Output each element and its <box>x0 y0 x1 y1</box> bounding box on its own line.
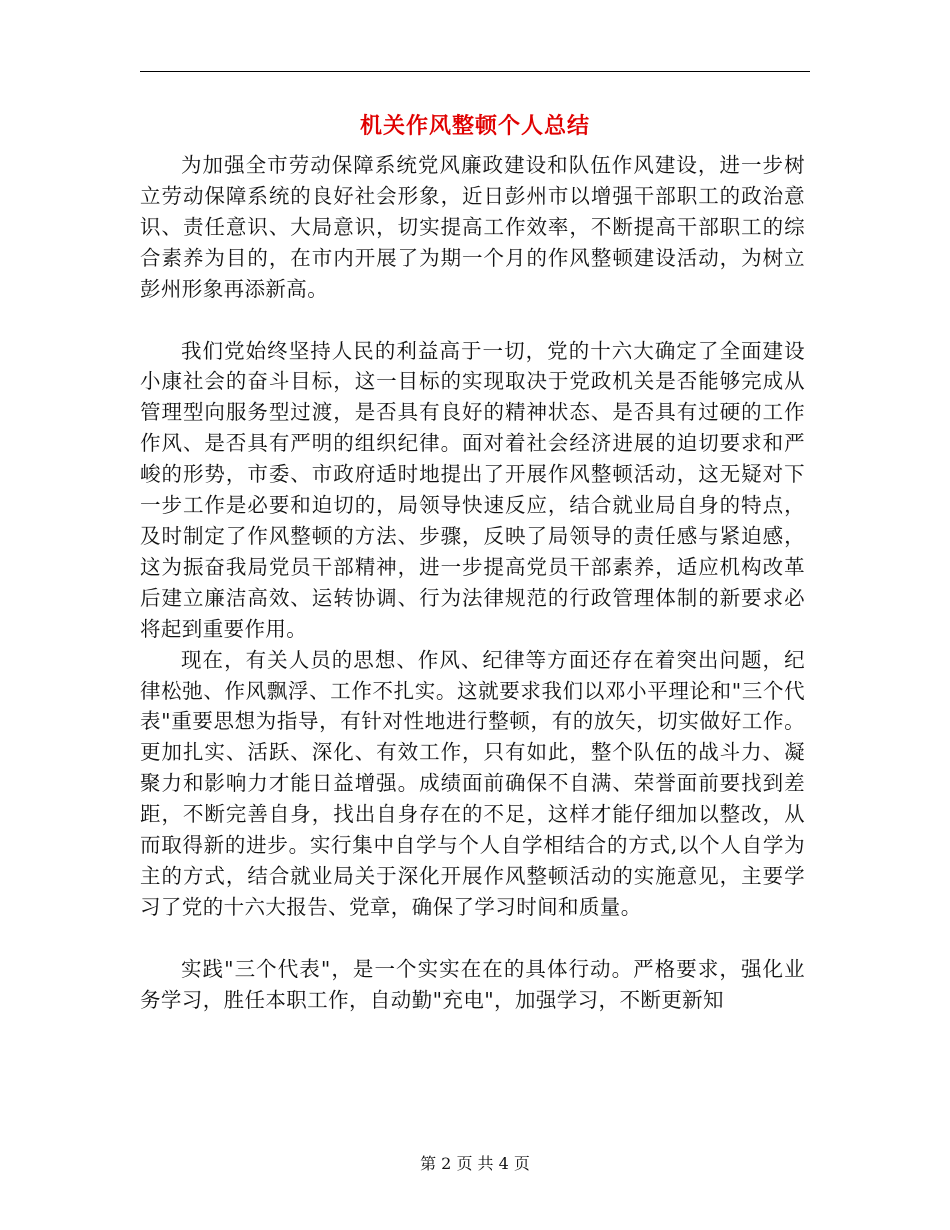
document-title: 机关作风整顿个人总结 <box>359 113 590 139</box>
paragraph-3: 现在，有关人员的思想、作风、纪律等方面还存在着突出问题，纪律松弛、作风飘浮、工作不扎实。这就要求我们以邓小平理论和"三个代表"重要思想为指导，有针对性地进行整顿，有的放矢，切实做好工作。更加扎实、活跃、深化、有效工作，只有如此，整个队伍的战斗力、凝聚力和影响力才能日益增强。成绩面前确保不自满、荣誉面前要找到差距，不断完善自身，找出自身存在的不足，这样才能仔细加以整改，从而取得新的进步。实行集中自学与个人自学相结合的方式,以个人自学为主的方式，结合就业局关于深化开展作风整顿活动的实施意见，主要学习了党的十六大报告、党章，确保了学习时间和质量。 <box>140 647 805 919</box>
paragraph-spacer <box>140 923 805 954</box>
paragraph-spacer <box>140 305 805 336</box>
paragraph-2: 我们党始终坚持人民的利益高于一切，党的十六大确定了全面建设小康社会的奋斗目标，这一目标的实现取决于党政机关是否能够完成从管理型向服务型过渡，是否具有良好的精神状态、是否具有过硬的工作作风、是否具有严明的组织纪律。面对着社会经济进展的迫切要求和严峻的形势，市委、市政府适时地提出了开展作风整顿活动，这无疑对下一步工作是必要和迫切的，局领导快速反应，结合就业局自身的特点，及时制定了作风整顿的方法、步骤，反映了局领导的责任感与紧迫感，这为振奋我局党员干部精神，进一步提高党员干部素养，适应机构改革后建立廉洁高效、运转协调、行为法律规范的行政管理体制的新要求必将起到重要作用。 <box>140 338 805 641</box>
document-body <box>140 150 805 1016</box>
header-rule <box>140 71 810 72</box>
page-number-footer: 第 2 页 共 4 页 <box>420 1154 530 1173</box>
paragraph-4: 实践"三个代表"，是一个实实在在的具体行动。严格要求，强化业务学习，胜任本职工作，自动勤"充电"，加强学习，不断更新知 <box>140 956 805 1012</box>
paragraph-1: 为加强全市劳动保障系统党风廉政建设和队伍作风建设，进一步树立劳动保障系统的良好社会形象，近日彭州市以增强干部职工的政治意识、责任意识、大局意识，切实提高工作效率，不断提高干部职工的综合素养为目的，在市内开展了为期一个月的作风整顿建设活动，为树立彭州形象再添新高。 <box>140 153 805 301</box>
